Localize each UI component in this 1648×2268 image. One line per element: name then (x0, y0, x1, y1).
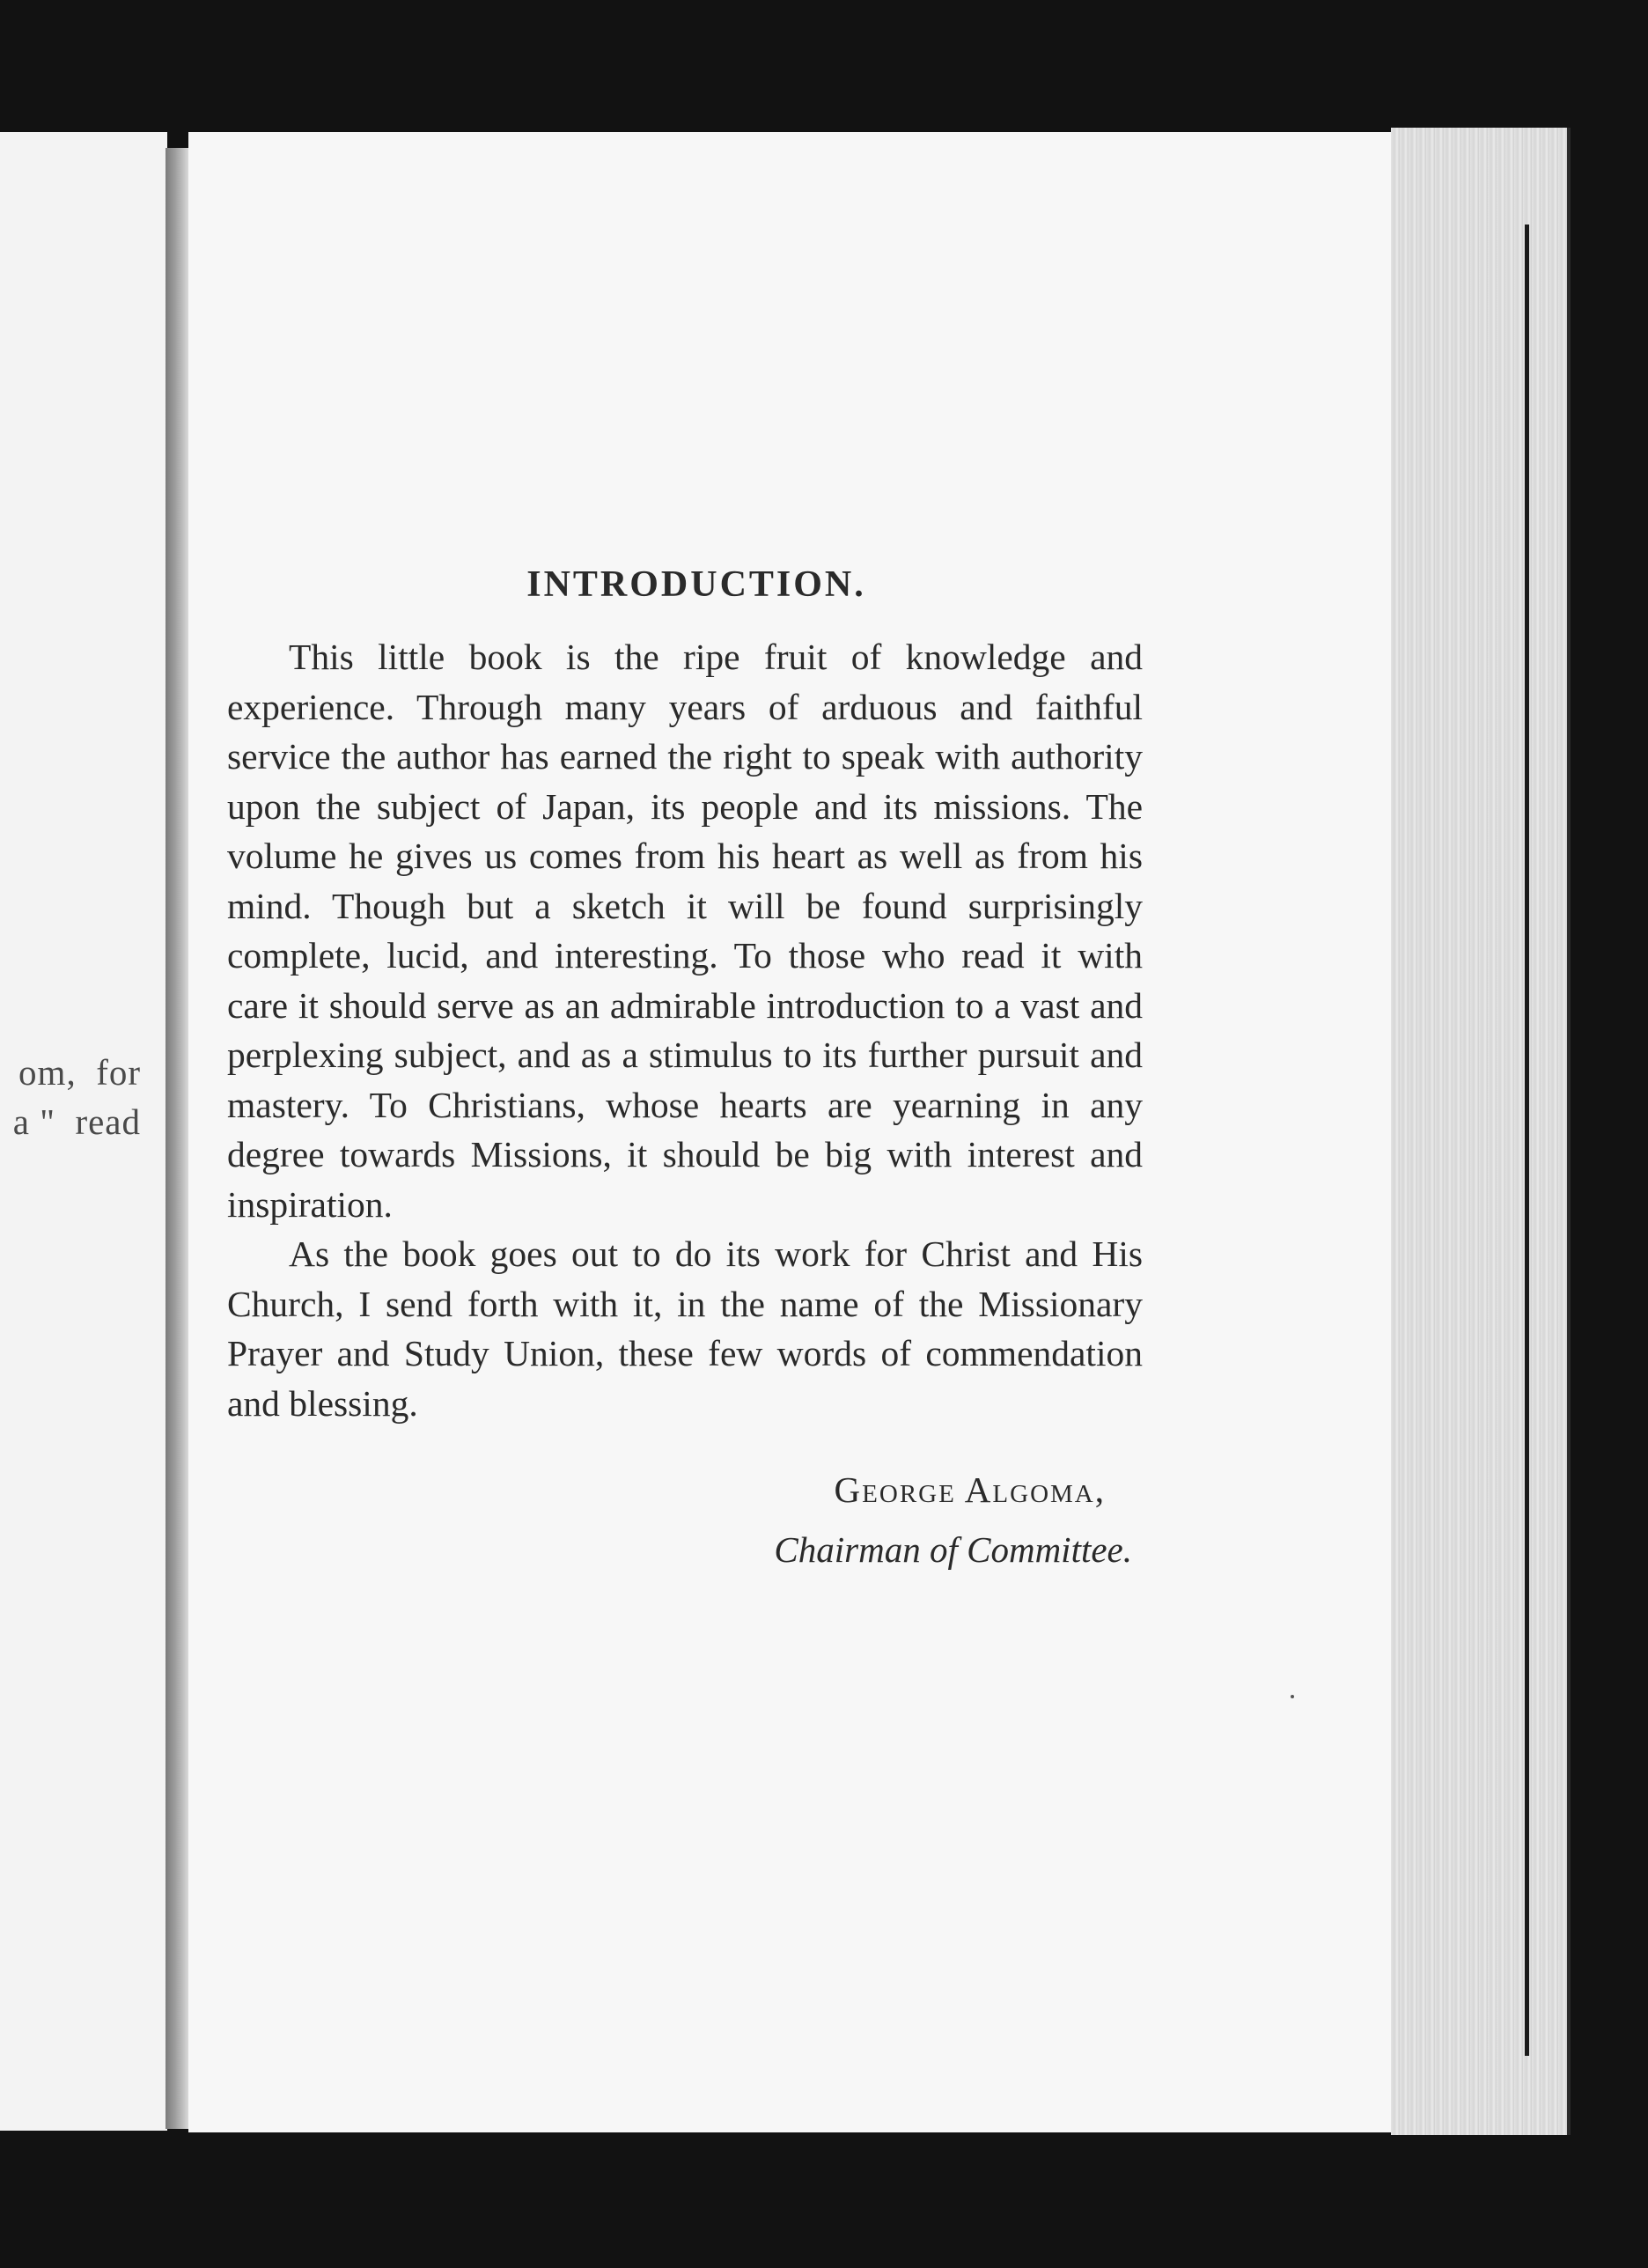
paper-speck (1291, 1695, 1294, 1698)
signatory-role: Chairman of Committee. (774, 1529, 1132, 1570)
book-gutter (166, 148, 188, 2129)
left-page-text-line: om, for (18, 1052, 141, 1093)
paragraph: As the book goes out to do its work for Christ and His Church, I send forth with it, in the name of the Missionary Prayer and Study Union, these few words of commendation and blessing. (227, 1233, 1143, 1424)
left-facing-page (0, 132, 167, 2131)
left-page-text-line: a " read (12, 1101, 141, 1142)
page-edge-shadow (1525, 225, 1529, 2056)
page-fore-edge (1391, 128, 1571, 2135)
paragraph: This little book is the ripe fruit of knowledge and experience. Through many years of arduous and faithful service the author has earned the right to speak with authority upon the subject of Japan, its people and its missions. The volume he gives us comes from his heart as well as from his mind. Though but a sketch it will be found surprisingly complete, lucid, and interesting. To those who read it with care it should serve as an admirable introduction to a vast and perplexing subject, and as a stimulus to its further pursuit and mastery. To Christians, whose hearts are yearning in any degree towards Missions, it should be big with interest and inspiration. (227, 637, 1143, 1225)
signatory-name: George Algoma, (834, 1469, 1106, 1510)
signature-block (227, 1462, 1143, 1578)
page-title: INTRODUCTION. (526, 564, 866, 605)
page-content (227, 563, 1143, 1578)
